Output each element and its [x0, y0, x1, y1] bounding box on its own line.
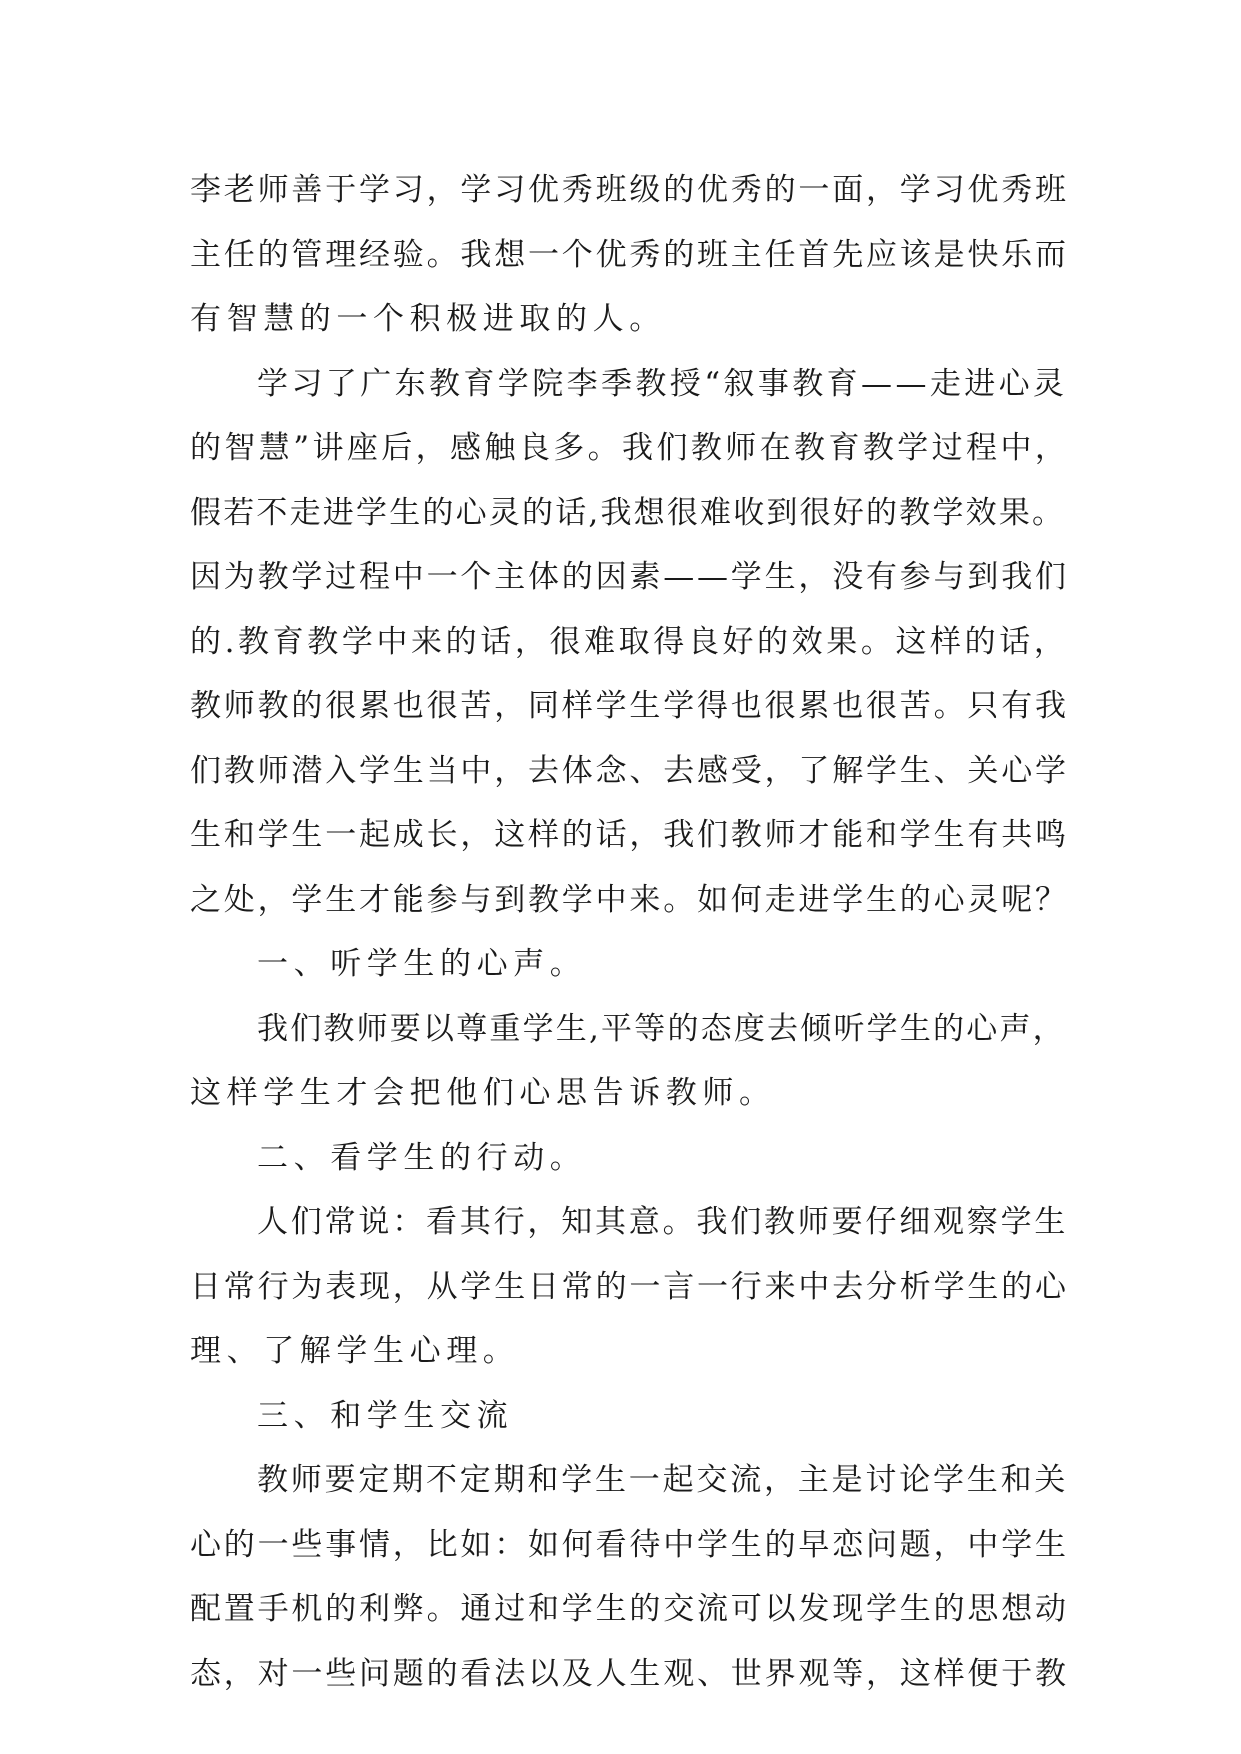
- text-line: 态，对一些问题的看法以及人生观、世界观等，这样便于教: [190, 1655, 1069, 1692]
- text-line: 主任的管理经验。我想一个优秀的班主任首先应该是快乐而: [190, 236, 1069, 273]
- text-line: 有智慧的一个积极进取的人。: [190, 301, 666, 337]
- paragraph-first-line: 三、和学生交流: [257, 1397, 514, 1434]
- paragraph-first-line: 教师要定期不定期和学生一起交流，主是讨论学生和关: [257, 1462, 1069, 1498]
- text-line: 配置手机的利弊。通过和学生的交流可以发现学生的思想动: [190, 1591, 1069, 1627]
- text-line: 之处，学生才能参与到教学中来。如何走进学生的心灵呢？: [190, 881, 1069, 918]
- text-line: 的.教育教学中来的话，很难取得良好的效果。这样的话，: [190, 623, 1069, 660]
- body-text: [190, 158, 1070, 1706]
- paragraph-first-line: 我们教师要以尊重学生,平等的态度去倾听学生的心声，: [257, 1010, 1066, 1047]
- paragraph-first-line: 一、听学生的心声。: [257, 946, 587, 982]
- text-line: 假若不走进学生的心灵的话,我想很难收到很好的教学效果。: [190, 494, 1066, 531]
- text-line: 教师教的很累也很苦，同样学生学得也很累也很苦。只有我: [190, 688, 1069, 724]
- text-line: 因为教学过程中一个主体的因素——学生，没有参与到我们: [190, 559, 1069, 595]
- paragraph-first-line: 二、看学生的行动。: [257, 1139, 587, 1176]
- paragraph-first-line: 学习了广东教育学院李季教授“叙事教育——走进心灵: [257, 365, 1068, 402]
- text-line: 理、了解学生心理。: [190, 1333, 520, 1369]
- paragraph-first-line: 人们常说：看其行，知其意。我们教师要仔细观察学生: [257, 1204, 1069, 1240]
- text-line: 的智慧”讲座后，感触良多。我们教师在教育教学过程中，: [190, 430, 1070, 466]
- text-line: 这样学生才会把他们心思告诉教师。: [190, 1075, 776, 1111]
- text-line: 们教师潜入学生当中，去体念、去感受，了解学生、关心学: [190, 752, 1069, 789]
- text-line: 李老师善于学习，学习优秀班级的优秀的一面，学习优秀班: [190, 172, 1069, 208]
- text-line: 心的一些事情，比如：如何看待中学生的早恋问题，中学生: [190, 1526, 1069, 1563]
- text-line: 生和学生一起成长，这样的话，我们教师才能和学生有共鸣: [190, 817, 1069, 853]
- text-line: 日常行为表现，从学生日常的一言一行来中去分析学生的心: [190, 1268, 1069, 1305]
